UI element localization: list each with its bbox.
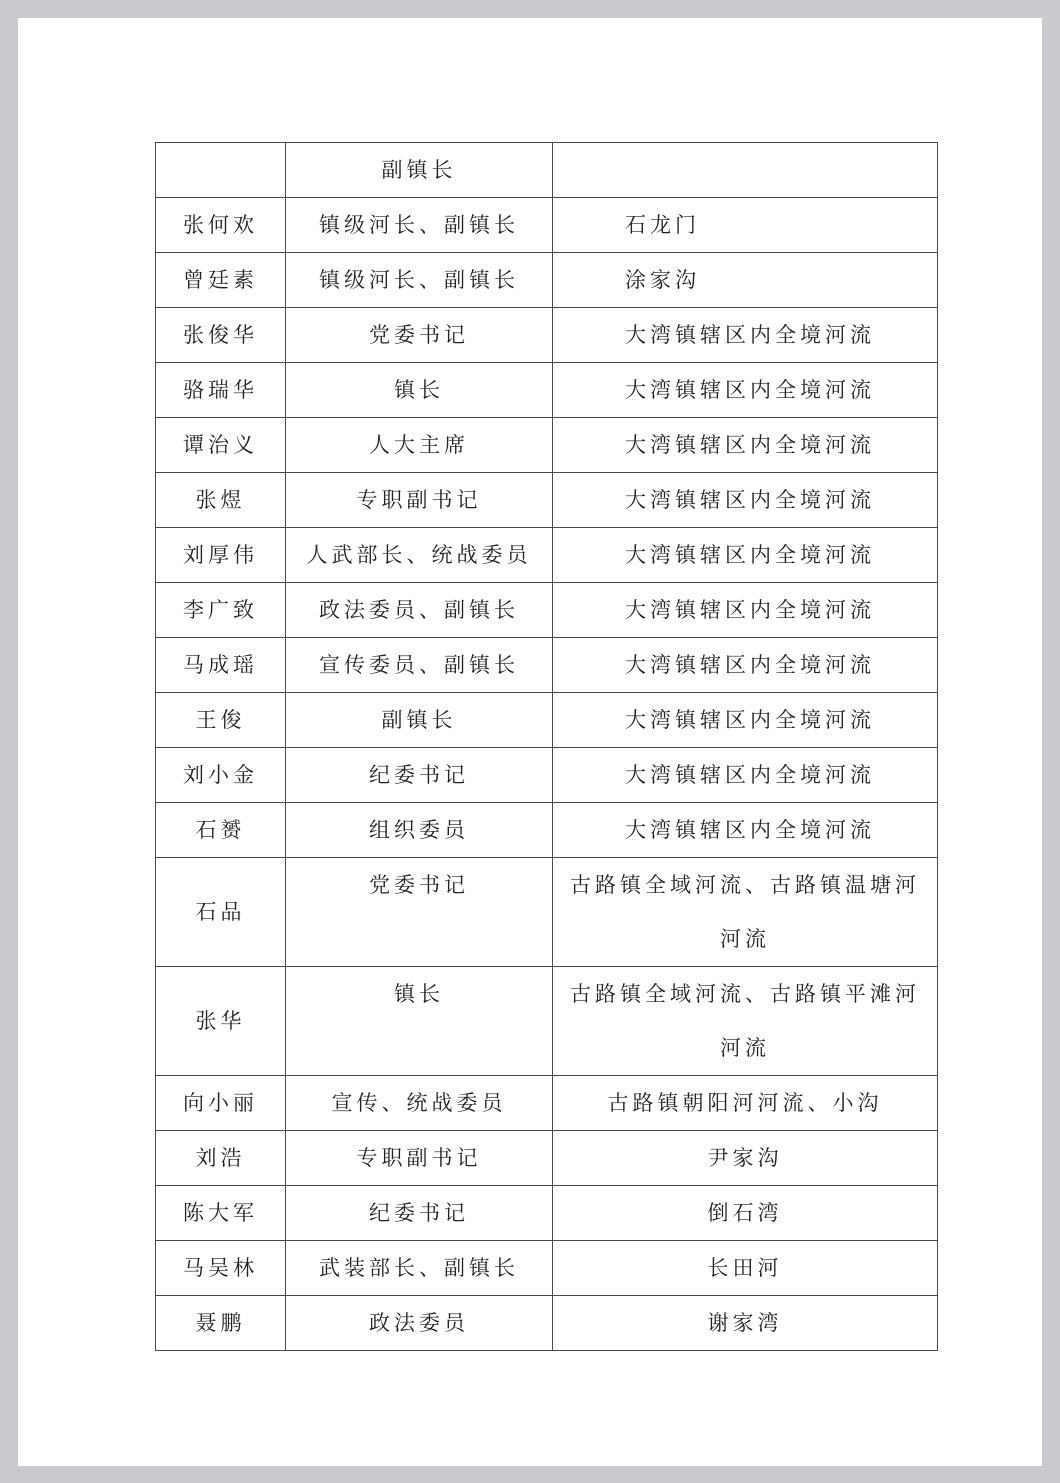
river-cell: 长田河: [553, 1241, 938, 1296]
name-cell: 曾廷素: [156, 253, 286, 308]
river-cell: 古路镇朝阳河河流、小沟: [553, 1076, 938, 1131]
title-cell: 武装部长、副镇长: [286, 1241, 553, 1296]
river-chief-table: [155, 142, 938, 1351]
table-row: [156, 418, 938, 473]
name-cell: 谭治义: [156, 418, 286, 473]
name-cell: 马成瑶: [156, 638, 286, 693]
title-cell: 镇级河长、副镇长: [286, 198, 553, 253]
table-row: [156, 143, 938, 198]
table-row: [156, 528, 938, 583]
river-cell: 谢家湾: [553, 1296, 938, 1351]
river-cell: 大湾镇辖区内全境河流: [553, 583, 938, 638]
title-cell: 专职副书记: [286, 473, 553, 528]
river-cell: 大湾镇辖区内全境河流: [553, 363, 938, 418]
river-cell: 大湾镇辖区内全境河流: [553, 803, 938, 858]
river-cell: 大湾镇辖区内全境河流: [553, 528, 938, 583]
table-row: [156, 1296, 938, 1351]
table-row: [156, 858, 938, 967]
title-cell: 副镇长: [286, 143, 553, 198]
title-cell: 党委书记: [286, 858, 553, 967]
river-cell: 大湾镇辖区内全境河流: [553, 308, 938, 363]
river-cell: 古路镇全域河流、古路镇平滩河河流: [553, 967, 938, 1076]
river-cell: 大湾镇辖区内全境河流: [553, 473, 938, 528]
title-cell: 副镇长: [286, 693, 553, 748]
title-cell: 纪委书记: [286, 748, 553, 803]
river-cell: 大湾镇辖区内全境河流: [553, 693, 938, 748]
name-cell: 马吴林: [156, 1241, 286, 1296]
title-cell: 政法委员: [286, 1296, 553, 1351]
title-cell: 宣传、统战委员: [286, 1076, 553, 1131]
name-cell: 石品: [156, 858, 286, 967]
table-row: [156, 253, 938, 308]
name-cell: 陈大军: [156, 1186, 286, 1241]
name-cell: 张何欢: [156, 198, 286, 253]
name-cell: [156, 143, 286, 198]
name-cell: 聂鹏: [156, 1296, 286, 1351]
table-row: [156, 1186, 938, 1241]
name-cell: 骆瑞华: [156, 363, 286, 418]
river-cell: 大湾镇辖区内全境河流: [553, 418, 938, 473]
title-cell: 宣传委员、副镇长: [286, 638, 553, 693]
river-cell: 倒石湾: [553, 1186, 938, 1241]
name-cell: 刘小金: [156, 748, 286, 803]
river-cell: 石龙门: [553, 198, 938, 253]
table-row: [156, 1076, 938, 1131]
river-cell: 涂家沟: [553, 253, 938, 308]
title-cell: 人武部长、统战委员: [286, 528, 553, 583]
table-row: [156, 583, 938, 638]
name-cell: 张俊华: [156, 308, 286, 363]
table-row: [156, 473, 938, 528]
document-page: [18, 18, 1042, 1466]
river-cell: 尹家沟: [553, 1131, 938, 1186]
river-cell: [553, 143, 938, 198]
table-row: [156, 363, 938, 418]
title-cell: 专职副书记: [286, 1131, 553, 1186]
table-row: [156, 803, 938, 858]
table-row: [156, 638, 938, 693]
title-cell: 镇长: [286, 967, 553, 1076]
name-cell: 张煜: [156, 473, 286, 528]
title-cell: 政法委员、副镇长: [286, 583, 553, 638]
river-cell: 古路镇全域河流、古路镇温塘河河流: [553, 858, 938, 967]
name-cell: 石赟: [156, 803, 286, 858]
title-cell: 镇长: [286, 363, 553, 418]
name-cell: 李广致: [156, 583, 286, 638]
title-cell: 组织委员: [286, 803, 553, 858]
name-cell: 向小丽: [156, 1076, 286, 1131]
name-cell: 张华: [156, 967, 286, 1076]
title-cell: 人大主席: [286, 418, 553, 473]
table-row: [156, 1241, 938, 1296]
title-cell: 纪委书记: [286, 1186, 553, 1241]
table-row: [156, 748, 938, 803]
table-row: [156, 1131, 938, 1186]
table-row: [156, 308, 938, 363]
name-cell: 刘浩: [156, 1131, 286, 1186]
title-cell: 镇级河长、副镇长: [286, 253, 553, 308]
name-cell: 刘厚伟: [156, 528, 286, 583]
table-row: [156, 198, 938, 253]
table-row: [156, 693, 938, 748]
river-cell: 大湾镇辖区内全境河流: [553, 638, 938, 693]
name-cell: 王俊: [156, 693, 286, 748]
river-cell: 大湾镇辖区内全境河流: [553, 748, 938, 803]
title-cell: 党委书记: [286, 308, 553, 363]
table-row: [156, 967, 938, 1076]
